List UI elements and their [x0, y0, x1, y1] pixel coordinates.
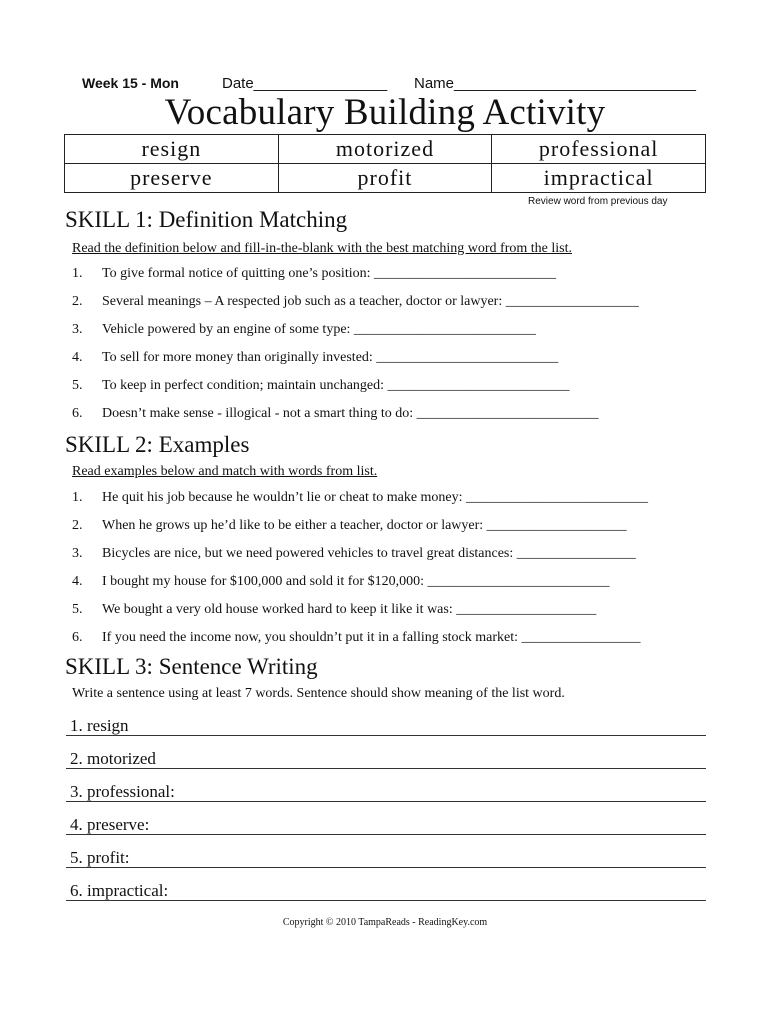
- question-text: To sell for more money than originally invested: __________________________: [102, 350, 559, 365]
- question-text: When he grows up he’d like to be either a teacher, doctor or lawyer: ____________________: [102, 518, 627, 533]
- question-number: 4.: [72, 350, 83, 365]
- skill3-heading: SKILL 3: Sentence Writing: [65, 654, 318, 679]
- writing-line[interactable]: [66, 834, 706, 835]
- skill1-question[interactable]: [72, 378, 570, 394]
- copyright-footer: Copyright © 2010 TampaReads - ReadingKey.com: [282, 917, 488, 928]
- word-list-table: [64, 134, 706, 193]
- skill2-question[interactable]: [72, 602, 596, 618]
- question-number: 3.: [72, 546, 83, 561]
- question-number: 2.: [72, 518, 83, 533]
- writing-line[interactable]: [66, 768, 706, 769]
- word-cell: professional: [492, 135, 706, 164]
- skill1-question[interactable]: [72, 266, 556, 282]
- sentence-item: 1. resign: [70, 716, 129, 735]
- skill2-question[interactable]: [72, 630, 641, 646]
- question-text: He quit his job because he wouldn’t lie or cheat to make money: __________________________: [102, 490, 649, 505]
- skill2-instructions: Read examples below and match with words from list.: [72, 464, 378, 479]
- skill1-question[interactable]: [72, 322, 536, 338]
- week-label: Week 15 - Mon: [82, 75, 179, 91]
- sentence-item: 3. professional:: [70, 782, 175, 801]
- page-title: Vocabulary Building Activity: [164, 92, 606, 133]
- question-text: To keep in perfect condition; maintain unchanged: __________________________: [102, 378, 570, 393]
- word-cell: resign: [65, 135, 279, 164]
- word-cell: profit: [278, 164, 492, 193]
- question-number: 5.: [72, 378, 83, 393]
- sentence-item: 2. motorized: [70, 749, 156, 768]
- question-text: I bought my house for $100,000 and sold it for $120,000: __________________________: [102, 574, 610, 589]
- skill2-question[interactable]: [72, 546, 636, 562]
- question-number: 6.: [72, 406, 83, 421]
- question-number: 2.: [72, 294, 83, 309]
- question-text: To give formal notice of quitting one’s position: __________________________: [102, 266, 556, 281]
- word-cell: preserve: [65, 164, 279, 193]
- skill2-question[interactable]: [72, 518, 627, 534]
- question-number: 5.: [72, 602, 83, 617]
- writing-line[interactable]: [66, 900, 706, 901]
- question-text: Vehicle powered by an engine of some type: __________________________: [102, 322, 536, 337]
- writing-line[interactable]: [66, 867, 706, 868]
- writing-line[interactable]: [66, 735, 706, 736]
- skill1-heading: SKILL 1: Definition Matching: [65, 207, 348, 232]
- word-cell: impractical: [492, 164, 706, 193]
- skill1-question[interactable]: [72, 294, 639, 310]
- question-number: 1.: [72, 490, 83, 505]
- writing-line[interactable]: [66, 801, 706, 802]
- skill1-question[interactable]: [72, 350, 558, 366]
- question-text: Bicycles are nice, but we need powered vehicles to travel great distances: _________________: [102, 546, 636, 561]
- question-text: Doesn’t make sense - illogical - not a smart thing to do: __________________________: [102, 406, 599, 421]
- question-text: We bought a very old house worked hard to keep it like it was: ____________________: [102, 602, 597, 617]
- word-cell: motorized: [278, 135, 492, 164]
- question-number: 3.: [72, 322, 83, 337]
- skill1-question[interactable]: [72, 406, 599, 422]
- question-text: Several meanings – A respected job such as a teacher, doctor or lawyer: ___________________: [102, 294, 639, 309]
- question-number: 6.: [72, 630, 83, 645]
- date-field[interactable]: Date________________: [222, 75, 388, 92]
- review-note: Review word from previous day: [528, 196, 668, 207]
- skill2-question[interactable]: [72, 574, 609, 590]
- skill3-instructions: Write a sentence using at least 7 words. Sentence should show meaning of the list word.: [72, 686, 565, 701]
- name-field[interactable]: Name_____________________________: [414, 75, 696, 92]
- sentence-item: 6. impractical:: [70, 881, 169, 900]
- word-row: [65, 135, 706, 164]
- sentence-item: 4. preserve:: [70, 815, 150, 834]
- sentence-item: 5. profit:: [70, 848, 130, 867]
- skill1-instructions: Read the definition below and fill-in-the-blank with the best matching word from the list.: [72, 241, 572, 256]
- word-row: [65, 164, 706, 193]
- question-number: 1.: [72, 266, 83, 281]
- skill2-question[interactable]: [72, 490, 648, 506]
- skill2-heading: SKILL 2: Examples: [65, 432, 250, 457]
- question-number: 4.: [72, 574, 83, 589]
- question-text: If you need the income now, you shouldn’t put it in a falling stock market: _________________: [102, 630, 641, 645]
